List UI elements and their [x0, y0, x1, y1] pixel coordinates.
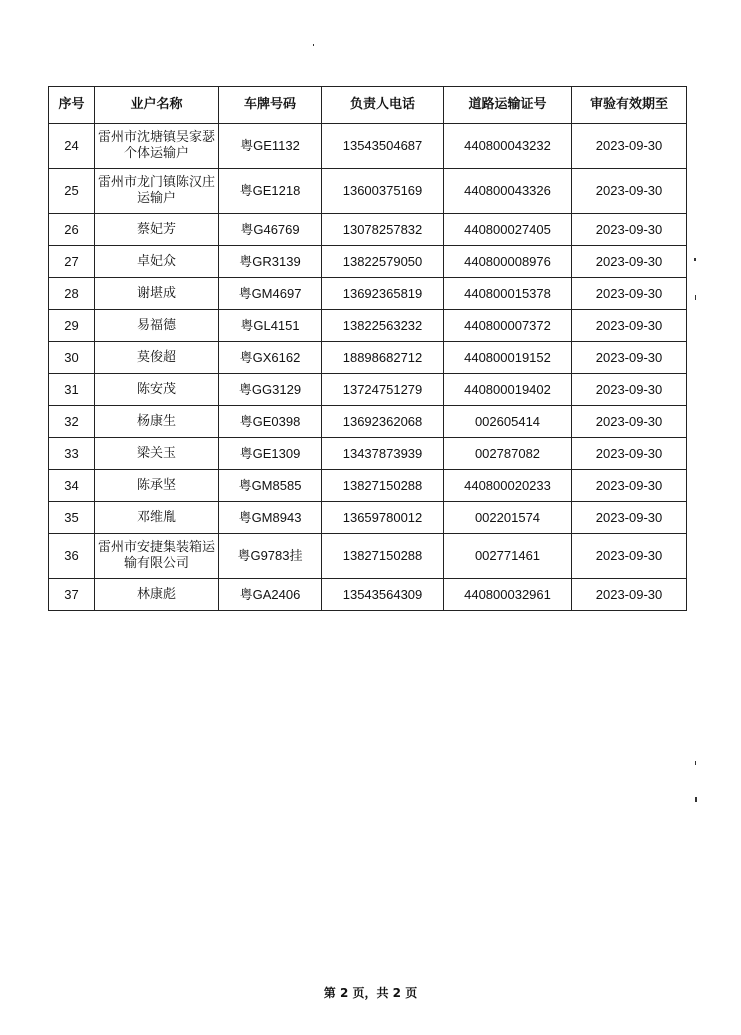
cell-contact-phone: 13827150288	[322, 470, 444, 502]
cell-plate-number: 粤GM8585	[219, 470, 322, 502]
table-row	[49, 502, 687, 534]
cell-transport-permit: 440800032961	[444, 579, 572, 611]
cell-serial: 32	[49, 406, 95, 438]
cell-serial: 37	[49, 579, 95, 611]
cell-operator-name: 陈承坚	[95, 470, 219, 502]
cell-operator-name: 雷州市沈塘镇吴家瑟个体运输户	[95, 124, 219, 169]
cell-plate-number: 粤GR3139	[219, 246, 322, 278]
scan-speck	[313, 44, 314, 46]
cell-serial: 26	[49, 214, 95, 246]
cell-operator-name: 邓维胤	[95, 502, 219, 534]
table-row	[49, 579, 687, 611]
table-row	[49, 169, 687, 214]
cell-contact-phone: 18898682712	[322, 342, 444, 374]
cell-audit-expiry: 2023-09-30	[572, 246, 687, 278]
scan-speck	[695, 761, 696, 765]
cell-transport-permit: 440800020233	[444, 470, 572, 502]
cell-contact-phone: 13822563232	[322, 310, 444, 342]
cell-plate-number: 粤GM4697	[219, 278, 322, 310]
cell-plate-number: 粤GM8943	[219, 502, 322, 534]
table-row	[49, 246, 687, 278]
vehicle-audit-table	[48, 86, 687, 611]
cell-serial: 27	[49, 246, 95, 278]
cell-operator-name: 杨康生	[95, 406, 219, 438]
cell-transport-permit: 002201574	[444, 502, 572, 534]
cell-operator-name: 雷州市安捷集装箱运输有限公司	[95, 534, 219, 579]
cell-transport-permit: 440800027405	[444, 214, 572, 246]
table-header-row	[49, 87, 687, 124]
cell-serial: 30	[49, 342, 95, 374]
cell-plate-number: 粤GX6162	[219, 342, 322, 374]
table-row	[49, 374, 687, 406]
cell-serial: 34	[49, 470, 95, 502]
cell-transport-permit: 002787082	[444, 438, 572, 470]
cell-operator-name: 梁关玉	[95, 438, 219, 470]
cell-contact-phone: 13692365819	[322, 278, 444, 310]
cell-contact-phone: 13437873939	[322, 438, 444, 470]
table-row	[49, 534, 687, 579]
cell-plate-number: 粤GE1132	[219, 124, 322, 169]
cell-transport-permit: 440800008976	[444, 246, 572, 278]
cell-operator-name: 陈安茂	[95, 374, 219, 406]
cell-audit-expiry: 2023-09-30	[572, 502, 687, 534]
cell-serial: 36	[49, 534, 95, 579]
header-contact-phone: 负责人电话	[322, 87, 444, 124]
cell-serial: 25	[49, 169, 95, 214]
cell-audit-expiry: 2023-09-30	[572, 534, 687, 579]
cell-audit-expiry: 2023-09-30	[572, 438, 687, 470]
cell-transport-permit: 440800043232	[444, 124, 572, 169]
cell-serial: 24	[49, 124, 95, 169]
scan-speck	[695, 295, 696, 300]
cell-audit-expiry: 2023-09-30	[572, 214, 687, 246]
cell-plate-number: 粤G9783挂	[219, 534, 322, 579]
cell-contact-phone: 13724751279	[322, 374, 444, 406]
cell-contact-phone: 13543564309	[322, 579, 444, 611]
cell-contact-phone: 13822579050	[322, 246, 444, 278]
cell-serial: 28	[49, 278, 95, 310]
header-transport-permit: 道路运输证号	[444, 87, 572, 124]
scan-speck	[694, 258, 696, 261]
cell-operator-name: 莫俊超	[95, 342, 219, 374]
cell-transport-permit: 440800043326	[444, 169, 572, 214]
cell-plate-number: 粤GG3129	[219, 374, 322, 406]
cell-transport-permit: 002605414	[444, 406, 572, 438]
cell-audit-expiry: 2023-09-30	[572, 169, 687, 214]
cell-audit-expiry: 2023-09-30	[572, 579, 687, 611]
cell-audit-expiry: 2023-09-30	[572, 124, 687, 169]
table-row	[49, 342, 687, 374]
cell-contact-phone: 13827150288	[322, 534, 444, 579]
cell-audit-expiry: 2023-09-30	[572, 374, 687, 406]
cell-audit-expiry: 2023-09-30	[572, 342, 687, 374]
cell-contact-phone: 13600375169	[322, 169, 444, 214]
cell-contact-phone: 13692362068	[322, 406, 444, 438]
cell-operator-name: 易福德	[95, 310, 219, 342]
header-serial: 序号	[49, 87, 95, 124]
cell-plate-number: 粤G46769	[219, 214, 322, 246]
cell-plate-number: 粤GE0398	[219, 406, 322, 438]
table-row	[49, 278, 687, 310]
cell-contact-phone: 13543504687	[322, 124, 444, 169]
scan-speck	[695, 797, 697, 802]
cell-plate-number: 粤GL4151	[219, 310, 322, 342]
cell-operator-name: 林康彪	[95, 579, 219, 611]
cell-transport-permit: 002771461	[444, 534, 572, 579]
cell-audit-expiry: 2023-09-30	[572, 310, 687, 342]
table-row	[49, 470, 687, 502]
cell-audit-expiry: 2023-09-30	[572, 278, 687, 310]
cell-plate-number: 粤GE1309	[219, 438, 322, 470]
cell-audit-expiry: 2023-09-30	[572, 406, 687, 438]
cell-operator-name: 卓妃众	[95, 246, 219, 278]
cell-operator-name: 蔡妃芳	[95, 214, 219, 246]
cell-contact-phone: 13659780012	[322, 502, 444, 534]
header-operator-name: 业户名称	[95, 87, 219, 124]
header-audit-expiry: 审验有效期至	[572, 87, 687, 124]
table-row	[49, 124, 687, 169]
cell-audit-expiry: 2023-09-30	[572, 470, 687, 502]
cell-serial: 29	[49, 310, 95, 342]
cell-operator-name: 雷州市龙门镇陈汉庄运输户	[95, 169, 219, 214]
page-footer: 第 2 页，共 2 页	[323, 986, 418, 1000]
header-plate-number: 车牌号码	[219, 87, 322, 124]
cell-transport-permit: 440800007372	[444, 310, 572, 342]
table-row	[49, 406, 687, 438]
cell-operator-name: 谢堪成	[95, 278, 219, 310]
cell-serial: 33	[49, 438, 95, 470]
table-body	[49, 124, 687, 611]
cell-contact-phone: 13078257832	[322, 214, 444, 246]
table-row	[49, 438, 687, 470]
cell-plate-number: 粤GE1218	[219, 169, 322, 214]
cell-plate-number: 粤GA2406	[219, 579, 322, 611]
table-row	[49, 310, 687, 342]
cell-transport-permit: 440800015378	[444, 278, 572, 310]
cell-serial: 31	[49, 374, 95, 406]
cell-transport-permit: 440800019402	[444, 374, 572, 406]
cell-transport-permit: 440800019152	[444, 342, 572, 374]
cell-serial: 35	[49, 502, 95, 534]
table-row	[49, 214, 687, 246]
